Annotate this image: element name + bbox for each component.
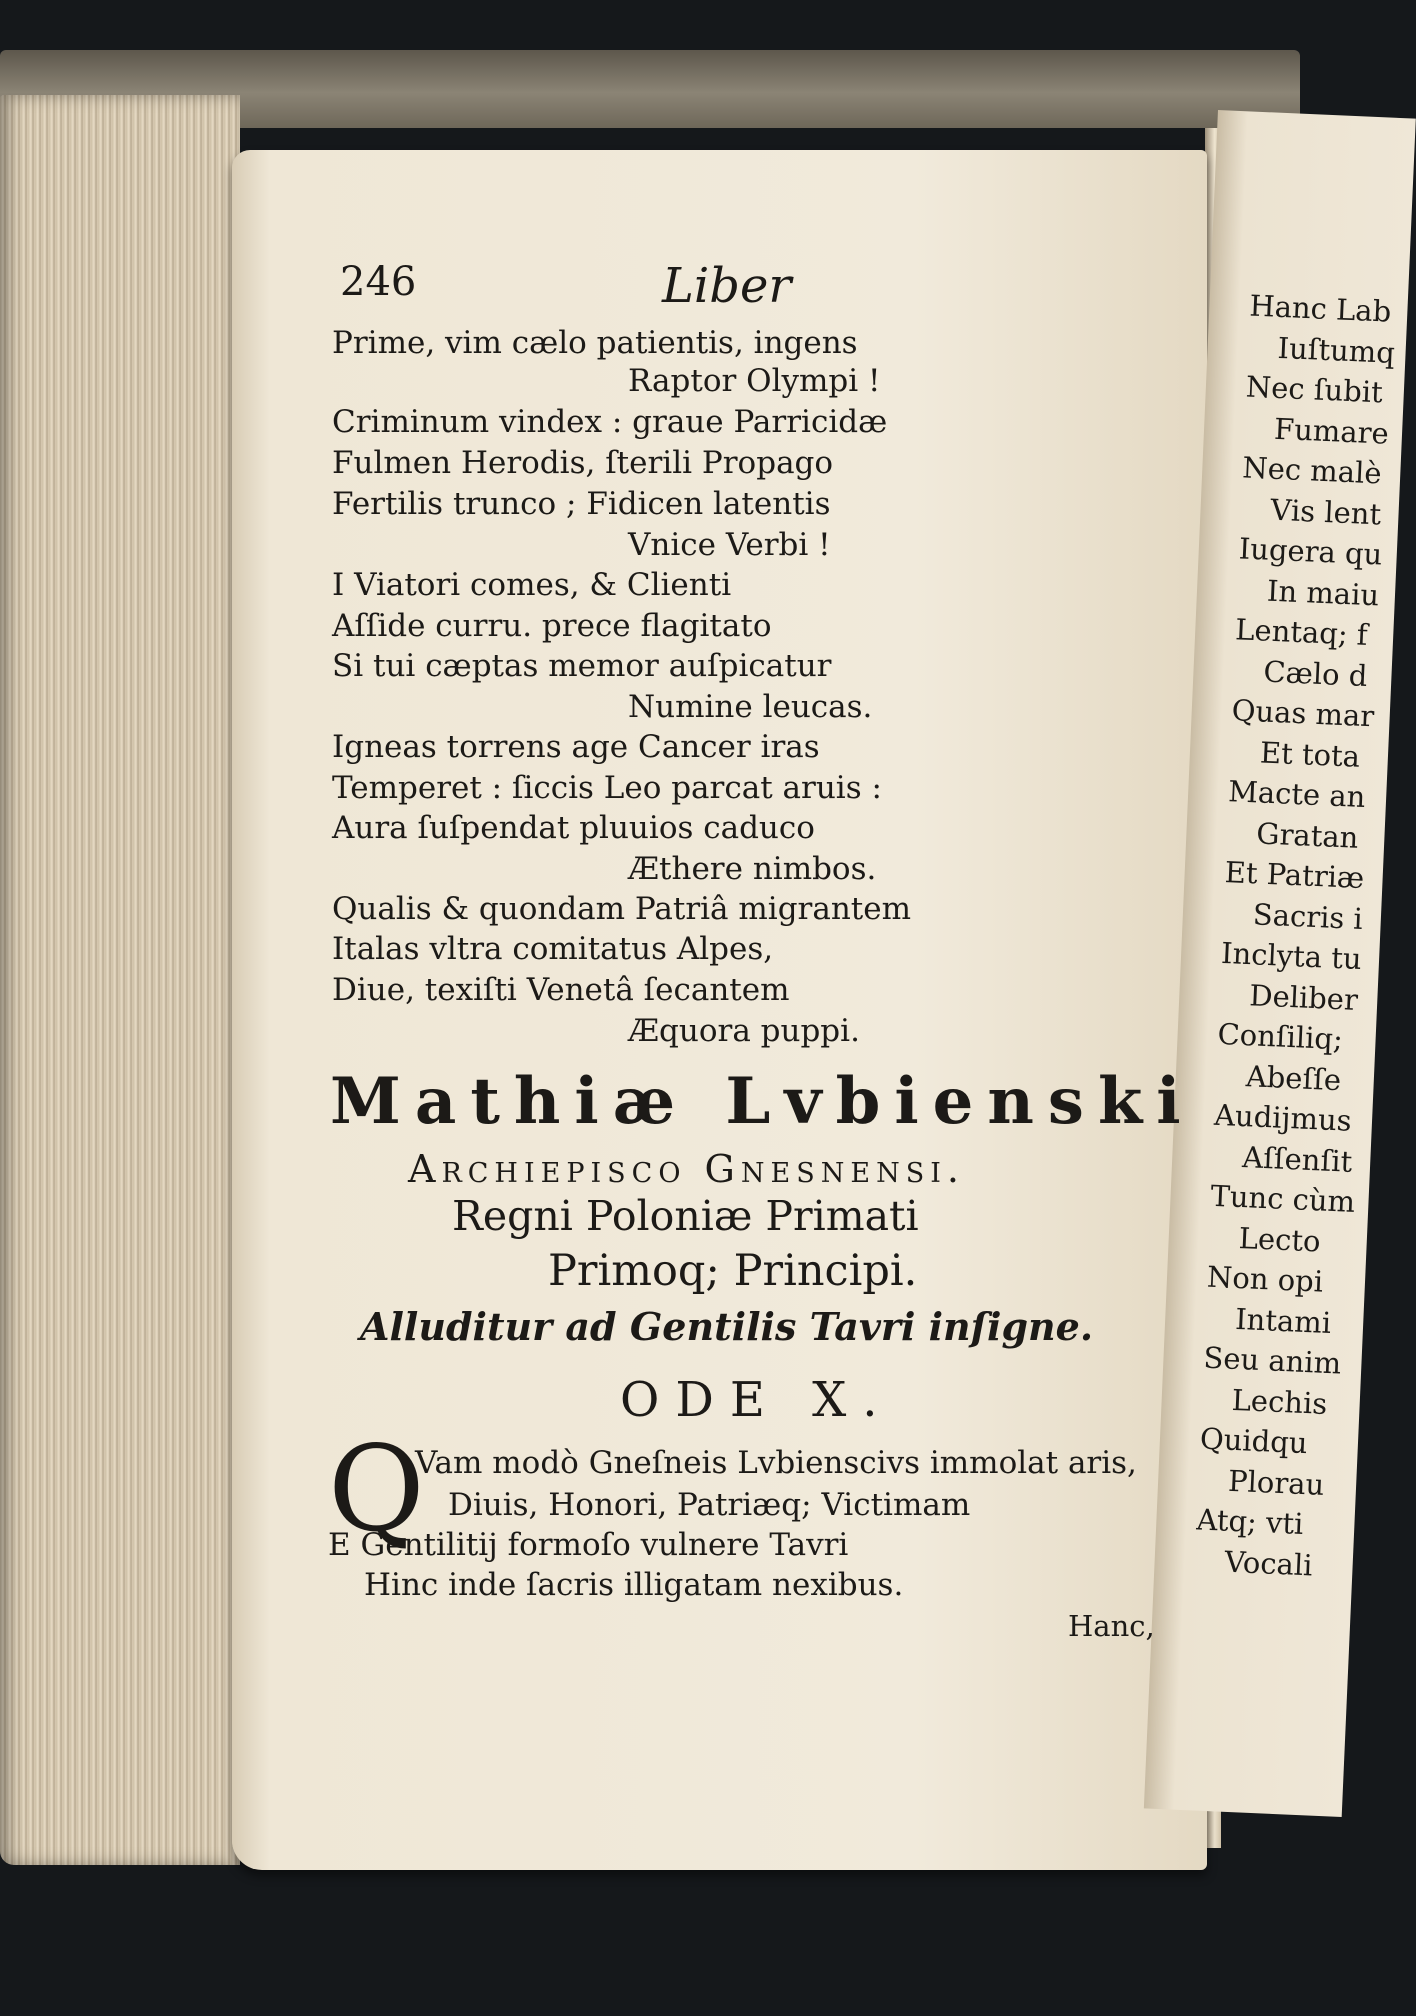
right-page-line: Cælo d <box>1262 654 1369 693</box>
right-page-line: Conſiliq; <box>1216 1016 1344 1057</box>
ode-line: Diuis, Honori, Patriæq; Victimam <box>448 1487 971 1523</box>
poem-line: Prime, vim cælo patientis, ingens <box>332 325 858 361</box>
right-page-line: Lechis <box>1231 1382 1328 1421</box>
dedication-line-2: Regni Poloniæ Primati <box>452 1192 919 1240</box>
right-page-line: Quidqu <box>1199 1421 1309 1461</box>
right-page-line: Iuſtumq <box>1276 330 1396 370</box>
right-page-line: Lecto <box>1238 1220 1322 1259</box>
right-page-line: Aſſenſit <box>1241 1139 1353 1179</box>
right-page-line: Gratan <box>1255 815 1360 855</box>
poem-line: Fulmen Herodis, ſterili Propago <box>332 445 834 481</box>
right-page-line: Quas mar <box>1231 693 1375 734</box>
poem-line: Numine leucas. <box>628 689 873 725</box>
dedication-line-3: Primoq; Principi. <box>548 1246 918 1296</box>
right-page-line: Non opi <box>1206 1259 1324 1299</box>
right-page-line: Macte an <box>1227 774 1367 815</box>
right-page-line: Et tota <box>1259 734 1361 774</box>
right-page-line: Abeſſe <box>1245 1058 1342 1097</box>
right-page-line: Tunc cùm <box>1209 1178 1356 1220</box>
drop-cap: Q <box>328 1420 425 1558</box>
poem-line: Qualis & quondam Patriâ migrantem <box>332 891 912 927</box>
poem-line: Raptor Olympi ! <box>628 363 881 399</box>
ode-line: E Gentilitij formoſo vulnere Tavri <box>328 1527 849 1563</box>
running-title: Liber <box>662 258 792 314</box>
right-page-line: Fumare <box>1273 411 1390 451</box>
dedication-line-4: Alluditur ad Gentilis Tavri inſigne. <box>360 1304 1094 1349</box>
page-stack <box>0 95 240 1865</box>
poem-line: Vnice Verbi ! <box>628 527 831 563</box>
right-page-line: Nec ſubit <box>1245 369 1384 410</box>
right-page-line: Atq; vti <box>1195 1502 1305 1542</box>
right-page-line: Sacris i <box>1252 896 1364 936</box>
right-page-line: Vocali <box>1223 1544 1314 1582</box>
page-number: 246 <box>340 259 417 305</box>
catchword: Hanc, <box>1068 1609 1155 1643</box>
dedication-line-1: Archiepisco Gnesnensi. <box>408 1147 965 1191</box>
right-page-line: Deliber <box>1248 977 1359 1017</box>
poem-line: Aſſide curru. prece flagitato <box>332 608 772 644</box>
right-page-line: Et Patriæ <box>1224 855 1365 896</box>
poem-line: Diue, texiſti Venetâ ſecantem <box>332 972 790 1008</box>
poem-line: Si tui cæptas memor auſpicatur <box>332 648 832 684</box>
poem-line: Fertilis trunco ; Fidicen latentis <box>332 486 831 522</box>
right-page-line: Iugera qu <box>1238 531 1383 572</box>
poem-line: Temperet : ſiccis Leo parcat aruis : <box>332 770 882 806</box>
poem-line: Criminum vindex : graue Parricidæ <box>332 404 888 440</box>
right-page-line: Intami <box>1234 1301 1332 1340</box>
poem-line: Æquora puppi. <box>628 1013 860 1049</box>
right-page-line: Audijmus <box>1213 1097 1353 1138</box>
ode-heading: ODE X. <box>620 1372 894 1428</box>
poem-line: Italas vltra comitatus Alpes, <box>332 931 774 967</box>
ode-line: Vam modò Gneſneis Lvbienscivs immolat aris, <box>415 1445 1137 1481</box>
right-page-line: Inclyta tu <box>1220 935 1363 977</box>
poem-line: Igneas torrens age Cancer iras <box>332 729 820 765</box>
dedication-title: Mathiæ Lvbienski <box>330 1064 1195 1139</box>
right-page-line: Seu anim <box>1202 1340 1342 1381</box>
right-page-line: Lentaq; f <box>1234 612 1369 653</box>
poem-line: Æthere nimbos. <box>628 851 877 887</box>
poem-line: Aura ſuſpendat pluuios caduco <box>332 810 815 846</box>
right-page-line: Vis lent <box>1269 492 1382 531</box>
right-page-line: In maiu <box>1266 573 1380 612</box>
right-page-line: Hanc Lab <box>1248 288 1392 329</box>
right-page-line: Nec malè <box>1241 450 1383 491</box>
right-page-line: Plorau <box>1227 1463 1325 1502</box>
ode-line: Hinc inde ſacris illigatam nexibus. <box>364 1567 904 1603</box>
poem-line: I Viatori comes, & Clienti <box>332 567 732 603</box>
